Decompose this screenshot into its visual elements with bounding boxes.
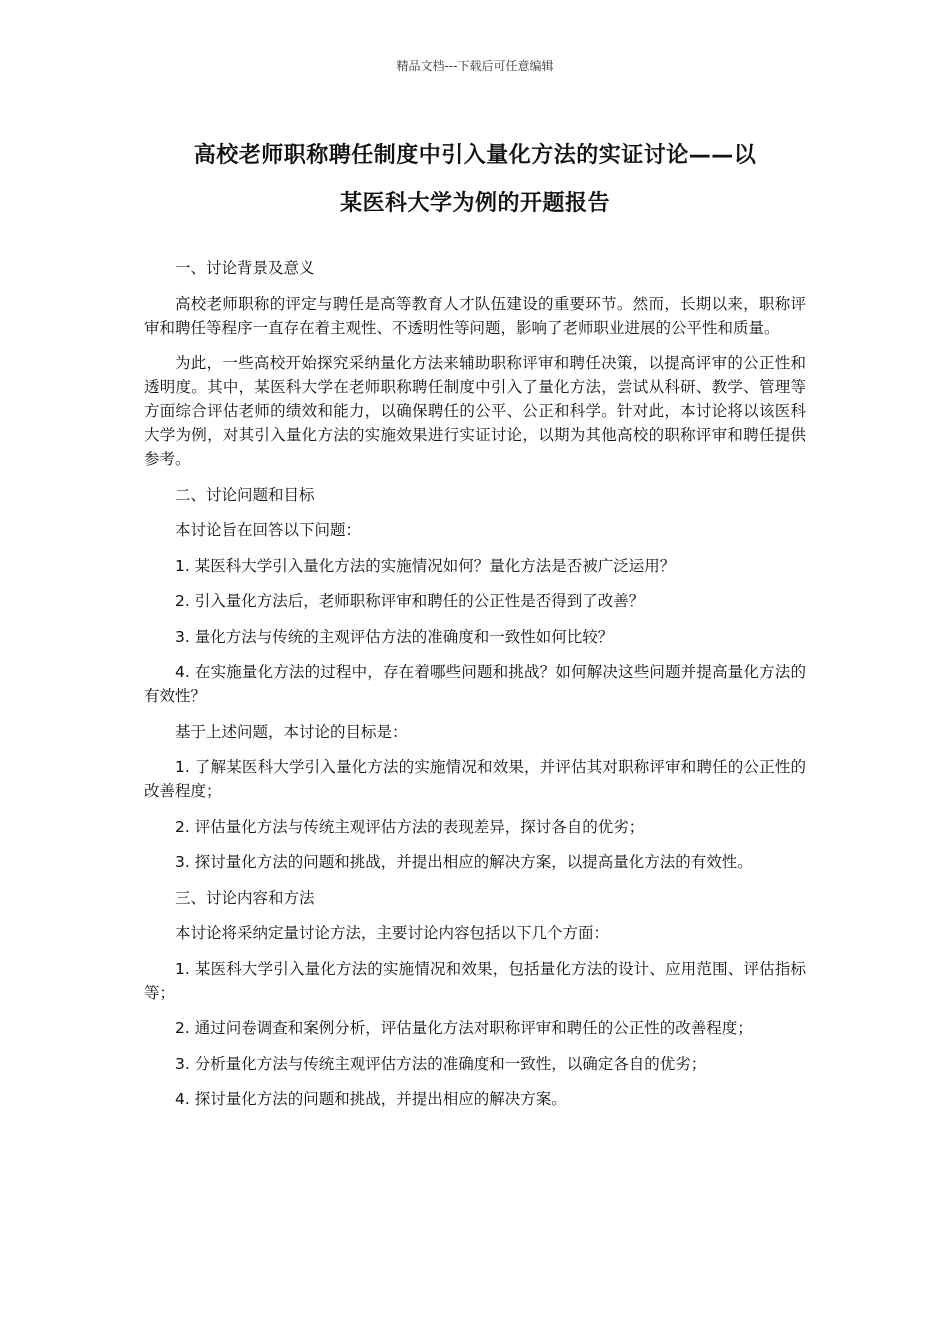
paragraph: 本讨论将采纳定量讨论方法，主要讨论内容包括以下几个方面： [175,924,610,942]
list-item: 3. 量化方法与传统的主观评估方法的准确度和一致性如何比较？ [175,627,614,646]
paragraph: 为此，一些高校开始探究采纳量化方法来辅助职称评审和聘任决策，以提高评审的公正性和透明度。其中，某医科大学在老师职称聘任制度中引入了量化方法，尝试从科研、教学、管理等方面综合评估老师的绩效和能力，以确保聘任的公平、公正和科学。针对此，本讨论将以该医科大学为例，对其引入量化方法的实施效果进行实证讨论，以期为其他高校的职称评审和聘任提供参考。 [144,354,806,468]
section-heading-background: 一、讨论背景及意义 [175,259,315,277]
title-line-2: 某医科大学为例的开题报告 [339,191,610,216]
list-item: 2. 引入量化方法后，老师职称评审和聘任的公正性是否得到了改善？ [175,592,645,610]
section-heading-content-methods: 三、讨论内容和方法 [175,888,315,907]
list-item: 2. 通过问卷调查和案例分析，评估量化方法对职称评审和聘任的公正性的改善程度； [175,1019,753,1037]
list-item: 1. 某医科大学引入量化方法的实施情况和效果，包括量化方法的设计、应用范围、评估指标等； [144,959,806,1002]
list-item: 1. 了解某医科大学引入量化方法的实施情况和效果，并评估其对职称评审和聘任的公正性的改善程度； [144,758,806,800]
paragraph: 基于上述问题，本讨论的目标是： [175,722,408,741]
list-item: 2. 评估量化方法与传统主观评估方法的表现差异，探讨各自的优劣； [175,817,645,836]
list-item: 4. 在实施量化方法的过程中，存在着哪些问题和挑战？如何解决这些问题并提高量化方法的有效性？ [144,663,806,705]
document-title [120,132,830,228]
list-item: 3. 分析量化方法与传统主观评估方法的准确度和一致性，以确定各自的优劣； [175,1054,707,1073]
list-item: 4. 探讨量化方法的问题和挑战，并提出相应的解决方案。 [175,1090,567,1108]
paragraph: 本讨论旨在回答以下问题： [175,521,362,539]
title-line-1: 高校老师职称聘任制度中引入量化方法的实证讨论——以 [193,143,757,168]
list-item: 3. 探讨量化方法的问题和挑战，并提出相应的解决方案，以提高量化方法的有效性。 [175,853,753,871]
header-note: 精品文档---下载后可任意编辑 [396,59,554,73]
list-item: 1. 某医科大学引入量化方法的实施情况如何？量化方法是否被广泛运用？ [175,556,676,575]
document-body [144,256,806,1123]
section-heading-questions: 二、讨论问题和目标 [175,485,315,504]
paragraph: 高校老师职称的评定与聘任是高等教育人才队伍建设的重要环节。然而，长期以来，职称评审和聘任等程序一直存在着主观性、不透明性等问题，影响了老师职业进展的公平性和质量。 [144,294,806,337]
